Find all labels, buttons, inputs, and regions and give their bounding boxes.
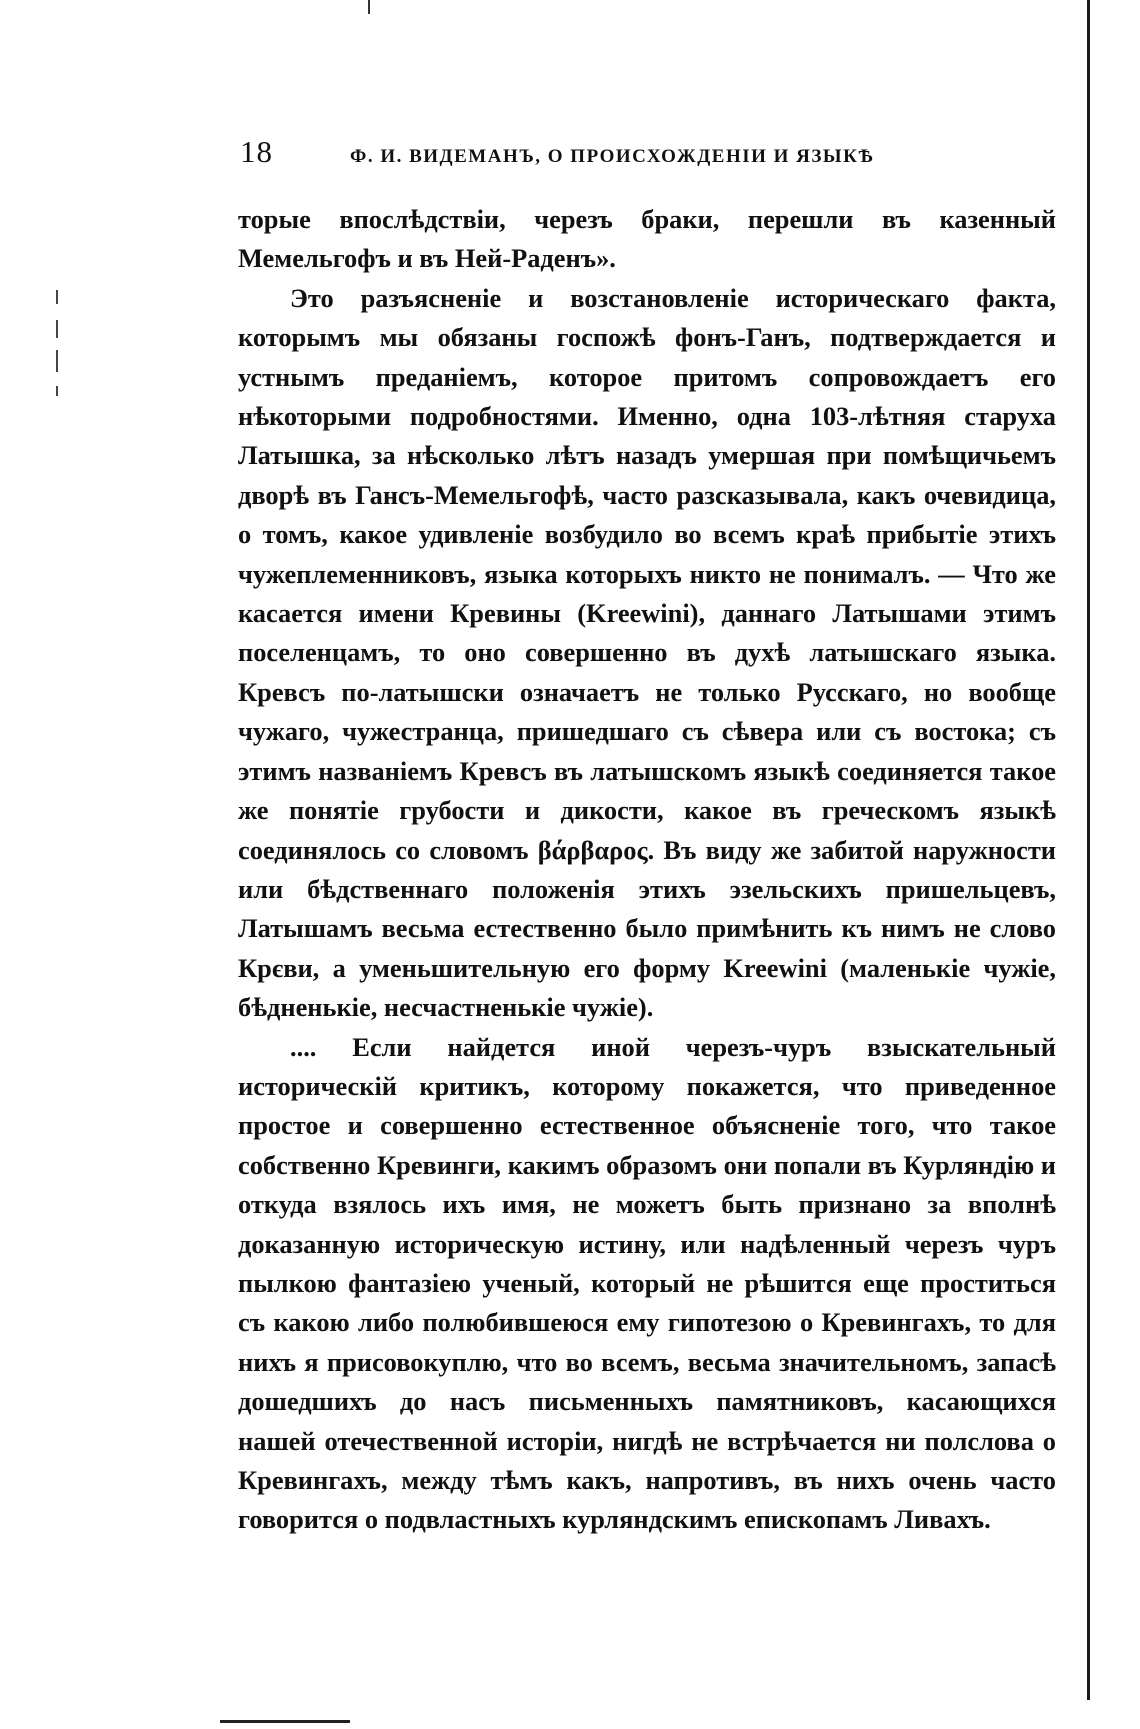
paragraph-critics: .... Если найдется иной черезъ-чуръ взыскательный историческій критикъ, которому покажется, что приведенное простое и совершенно естественное объясненіе того, что такое собственно Кревинги, какимъ образомъ они попали въ Курляндію и откуда взялось ихъ имя, не можетъ быть признано за вполнѣ доказанную историческую истину, или надѣленный черезъ чуръ пылкою фантазіею ученый, который не рѣшится еще проститься съ какою либо полюбившеюся ему гипотезою о Кревингахъ, то для нихъ я присовокуплю, что во всемъ, весьма значительномъ, запасѣ дошедшихъ до насъ письменныхъ памятниковъ, касающихся нашей отечественной исторіи, нигдѣ не встрѣчается ни полслова о Кревингахъ, между тѣмъ какъ, напротивъ, въ нихъ очень часто говорится о подвластныхъ курляндскимъ епископамъ Ливахъ. (238, 1031, 1056, 1535)
page-number: 18 (240, 134, 273, 169)
running-head (240, 134, 1060, 174)
paragraph-continuation: торые впослѣдствіи, черезъ браки, перешли въ казенный Мемельгофъ и въ Ней-Раденъ». (238, 204, 1056, 274)
body-text (238, 200, 1056, 1540)
top-edge-mark (368, 0, 370, 14)
paragraph-krevins-name: Это разъясненіе и возстановленіе историческаго факта, которымъ мы обязаны госпожѣ фонъ-Ганъ, подтверждается и устнымъ преданіемъ, которое притомъ сопровождаетъ его нѣкоторыми подробностями. Именно, одна 103-лѣтняя старуха Латышка, за нѣсколько лѣтъ назадъ умершая при помѣщичьемъ дворѣ въ Гансъ-Мемельгофѣ, часто разсказывала, какъ очевидица, о томъ, какое удивленіе возбудило во всемъ краѣ прибытіе этихъ чужеплеменниковъ, языка которыхъ никто не понималъ. — Что же касается имени Кревины (Kreewini), даннаго Латышами этимъ поселенцамъ, то оно совершенно въ духѣ латышскаго языка. Кревсъ по-латышски означаетъ не только Русскаго, но вообще чужаго, чужестранца, пришедшаго съ сѣвера или съ востока; съ этимъ названіемъ Кревсъ въ латышскомъ языкѣ соединяется такое же понятіе грубости и дикости, какое въ греческомъ языкѣ соединялось со словомъ βάρβαρος. Въ виду же забитой наружности или бѣдственнаго положенія этихъ эзельскихъ пришельцевъ, Латышамъ весьма естественно было примѣнить къ нимъ не слово Крєви, а уменьшительную его форму Kreewini (маленькіе чужіе, бѣдненькіе, несчастненькіе чужіе). (238, 282, 1056, 1023)
margin-marks (52, 290, 72, 400)
running-title: Ф. И. ВИДЕМАНЪ, О ПРОИСХОЖДЕНІИ И ЯЗЫКѢ (350, 146, 875, 167)
bottom-edge-mark (220, 1720, 350, 1723)
scan-edge-line (1087, 0, 1090, 1700)
